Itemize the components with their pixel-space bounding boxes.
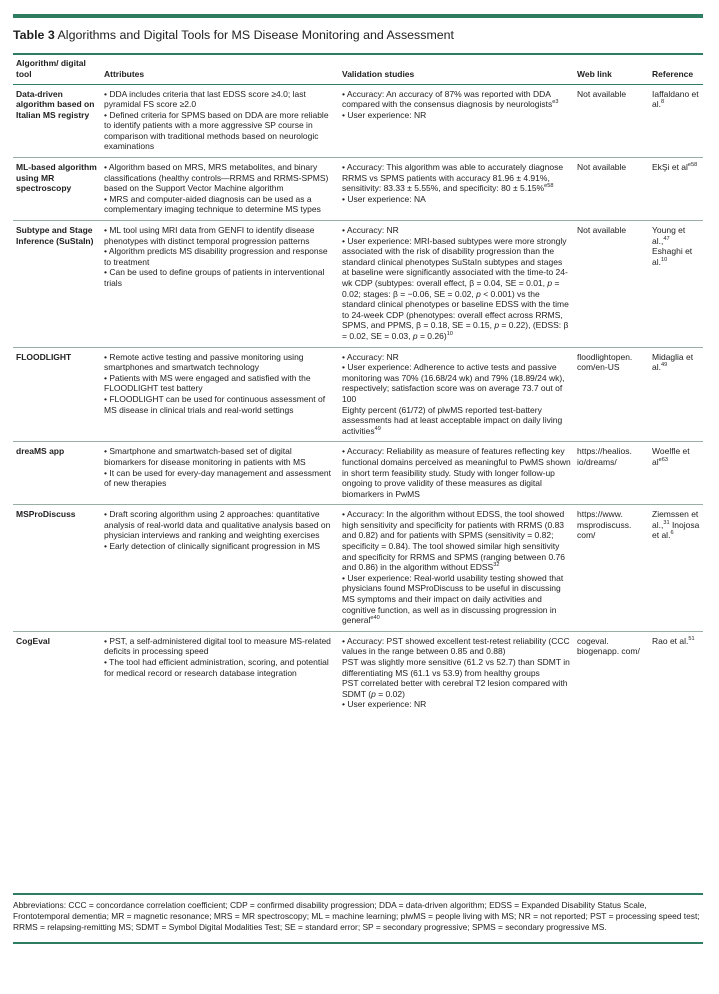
validation-cell-line: • Accuracy: NR: [342, 351, 399, 362]
reference-cell: Iaffaldano et al.$^8$: [649, 84, 703, 158]
attributes-cell-line: • Defined criteria for SPMS based on DDA are more reliable to identify patients with a more aggressive SP course in comparison with traditional methods based on neurologic examinations: [104, 109, 329, 152]
validation-cell-line: Eighty percent (61/72) of plwMS reported test-battery assessments had at least acceptable impact on daily living activities$^{49}$: [342, 404, 563, 436]
attributes-cell: [101, 505, 339, 632]
header-tool: Algorithm/ digital tool: [13, 55, 101, 84]
validation-cell: [339, 442, 574, 505]
validation-cell: [339, 158, 574, 221]
validation-cell-line: • Accuracy: NR: [342, 225, 399, 236]
header-validation: Validation studies: [339, 55, 574, 84]
web-link-cell: Not available: [574, 84, 649, 158]
table-row: [13, 631, 703, 715]
web-link-cell: Not available: [574, 158, 649, 221]
attributes-cell: [101, 631, 339, 715]
reference-cell: Midaglia et al.$^{49}$: [649, 347, 703, 442]
table-row: [13, 442, 703, 505]
validation-cell: [339, 84, 574, 158]
attributes-cell-line: • Patients with MS were engaged and satisfied with the FLOODLIGHT test battery: [104, 372, 311, 394]
attributes-cell: [101, 347, 339, 442]
attributes-cell-line: • Can be used to define groups of patients in interventional trials: [104, 267, 325, 288]
validation-cell: [339, 221, 574, 348]
reference-cell: Rao et al.$^{51}$: [652, 635, 695, 646]
attributes-cell: [101, 442, 339, 505]
table-title: [13, 27, 703, 43]
validation-cell: [339, 505, 574, 632]
tool-name-cell: dreaMS app: [13, 442, 101, 505]
table-row: [13, 347, 703, 442]
tool-name-cell: FLOODLIGHT: [13, 347, 101, 442]
web-link-cell: https://www. msprodiscuss. com/: [574, 505, 649, 632]
web-link-cell: Not available: [574, 221, 649, 348]
attributes-cell-line: • FLOODLIGHT can be used for continuous assessment of MS disease in clinical trials and real-world settings: [104, 393, 326, 415]
tool-name-cell: MSProDiscuss: [13, 505, 101, 632]
attributes-cell-line: • Algorithm based on MRS, MRS metabolites, and binary classifications (healthy controls—RRMS and RRMS-SPMS) based on the Support Vector Machine algorithm: [104, 162, 329, 194]
attributes-cell-line: • Draft scoring algorithm using 2 approaches: quantitative analysis of real-world data and qualitative analysis based on physician interviews and ranking and weighting exercises: [104, 509, 331, 541]
validation-cell-line: • User experience: NR: [342, 699, 427, 710]
attributes-cell: [101, 221, 339, 348]
attributes-cell-line: • Remote active testing and passive monitoring using smartphones and smartwatch technology: [104, 351, 304, 373]
tools-table: [13, 55, 703, 715]
web-link-cell: https://healios. io/dreams/: [574, 442, 649, 505]
table-caption: Algorithms and Digital Tools for MS Disease Monitoring and Assessment: [57, 28, 454, 42]
header-reference: Reference: [649, 55, 703, 84]
validation-cell: [339, 347, 574, 442]
web-link-cell: cogeval. biogenapp. com/: [577, 635, 640, 657]
attributes-cell-line: • Early detection of clinically significant progression in MS: [104, 541, 321, 552]
validation-cell-line: PST was slightly more sensitive (61.2 vs 52.7) than SDMT in differentiating MS (61.1 vs 53.9) from healthy groups: [342, 657, 570, 678]
reference-cell: EkŞi et $al^{e58}$: [649, 158, 703, 221]
reference-cell: Woelfle et $al^{e63}$: [649, 442, 703, 505]
attributes-cell-line: • ML tool using MRI data from GENFI to identify disease phenotypes with distinct temporal progression patterns: [104, 225, 315, 246]
attributes-cell: [101, 84, 339, 158]
table-container: [13, 53, 703, 895]
validation-cell-line: • User experience: MRI-based subtypes were more strongly associated with the risk of disability progression than the standard clinical phenotypes SuStaIn subtypes and stages at baseline were significantly associated with the time-to 24-wk CDP (subtypes: overall effect, β = 0.04, SE = 0.01, p = 0.02; stages: β = −0.06, SE = 0.02, p < 0.001) vs the standard clinical phenotypes or baseline EDSS with the time to 24-week CDP (phenotypes: overall effect across RRMS, SPMS, and PPMS, β = 0.18, SE = 0.15, p = 0.22), (EDSS: β = 0.02, SE = 0.03, p = 0.26)$^{10}$: [342, 235, 569, 341]
reference-cell: Young et al.,$^{47}$ Eshaghi et al.$^{10}$: [649, 221, 703, 348]
validation-cell-line: • User experience: NA: [342, 193, 426, 204]
tool-name-cell: Subtype and Stage Inference (SuStaIn): [13, 221, 101, 348]
table-body: [13, 84, 703, 715]
attributes-cell-line: • It can be used for every-day management and assessment of new therapies: [104, 467, 331, 489]
table-row: [13, 505, 703, 632]
header-attributes: Attributes: [101, 55, 339, 84]
header-row: [13, 55, 703, 84]
tool-name-cell: Data-driven algorithm based on Italian MS registry: [13, 84, 101, 158]
validation-cell-line: • Accuracy: In the algorithm without EDSS, the tool showed high sensitivity and specificity for patients with RRMS (0.83 and 0.82) and for patients with SPMS (sensitivity = 0.82; specificity = 0.84). The tool showed similar high sensitivity and specificity for RRMS and SPMS (ranging between 0.76 and 0.86) in the algorithm without EDSS$^{32}$: [342, 509, 566, 573]
attributes-cell-line: • MRS and computer-aided diagnosis can be used as a complementary imaging technique to determine MS types: [104, 193, 321, 215]
validation-cell-line: • User experience: Adherence to active tests and passive monitoring was 70% (16.68/24 wk) and 79% (18.89/24 wk), respectively; satisfaction score was on average 73.7 out of 100: [342, 362, 565, 404]
validation-cell-line: • Accuracy: An accuracy of 87% was reported with DDA compared with the consensus diagnosis by neurologists$^{e3}$: [342, 88, 559, 110]
header-web-link: Web link: [574, 55, 649, 84]
validation-cell: [339, 631, 574, 715]
validation-cell-line: • Accuracy: Reliability as measure of features reflecting key functional domains perceived as meaningful to PwMS shown in short term feasibility study. Study with longer follow-up ongoing to prove validity of these measures as digital biomarkers in PwMS: [342, 446, 571, 499]
abbreviations-footnote: Abbreviations: CCC = concordance correlation coefficient; CDP = confirmed disability progression; DDA = data-driven algorithm; EDSS = Expanded Disability Status Scale, Frontotemporal dementia; MR = magnetic resonance; MRS = MR spectroscopy; ML = machine learning; plwMS = people living with MS; NR = not reported; PST = processing speed test; RRMS = relapsing-remitting MS; SDMT = Symbol Digital Modalities Test; SE = standard error; SP = secondary progressive; SPMS = secondary progressive MS.: [13, 900, 700, 932]
bottom-rule: [13, 942, 703, 944]
tool-name-cell: ML-based algorithm using MR spectroscopy: [13, 158, 101, 221]
attributes-cell-line: • PST, a self-administered digital tool to measure MS-related deficits in processing speed: [104, 635, 331, 657]
validation-cell-line: PST correlated better with cerebral T2 lesion compared with SDMT (p = 0.02): [342, 678, 568, 699]
validation-cell-line: • User experience: Real-world usability testing showed that physicians found MSProDiscuss to be useful in discussing MS symptoms and their impact on daily activities and cognitive function, as well as in discussing progression in general$^{e40}$: [342, 572, 564, 626]
reference-cell: Ziemssen et al.,$^{31}$ Inojosa et al.$^6$: [649, 505, 703, 632]
top-rule: [13, 14, 703, 18]
validation-cell-line: • User experience: NR: [342, 109, 427, 120]
validation-cell-line: • Accuracy: This algorithm was able to accurately diagnose RRMS vs SPMS patients with accuracy 81.96 ± 4.91%, sensitivity: 83.33 ± 5.55%, and specificity: 80 ± 5.15%$^{e58}$: [342, 162, 564, 194]
table-row: [13, 84, 703, 158]
table-row: [13, 158, 703, 221]
tool-name-cell: CogEval: [16, 635, 51, 646]
attributes-cell-line: • DDA includes criteria that last EDSS score ≥4.0; last pyramidal FS score ≥2.0: [104, 88, 306, 110]
validation-cell-line: • Accuracy: PST showed excellent test-retest reliability (CCC values in the range between 0.85 and 0.88): [342, 635, 570, 657]
attributes-cell: [101, 158, 339, 221]
attributes-cell-line: • The tool had efficient administration, scoring, and potential for medical record or research database integration: [104, 657, 329, 678]
web-link-cell: floodlightopen. com/en-US: [574, 347, 649, 442]
table-number: Table 3: [13, 28, 55, 42]
attributes-cell-line: • Algorithm predicts MS disability progression and response to treatment: [104, 246, 328, 267]
attributes-cell-line: • Smartphone and smartwatch-based set of digital biomarkers for disease monitoring in patients with MS: [104, 446, 306, 467]
table-row: [13, 221, 703, 348]
